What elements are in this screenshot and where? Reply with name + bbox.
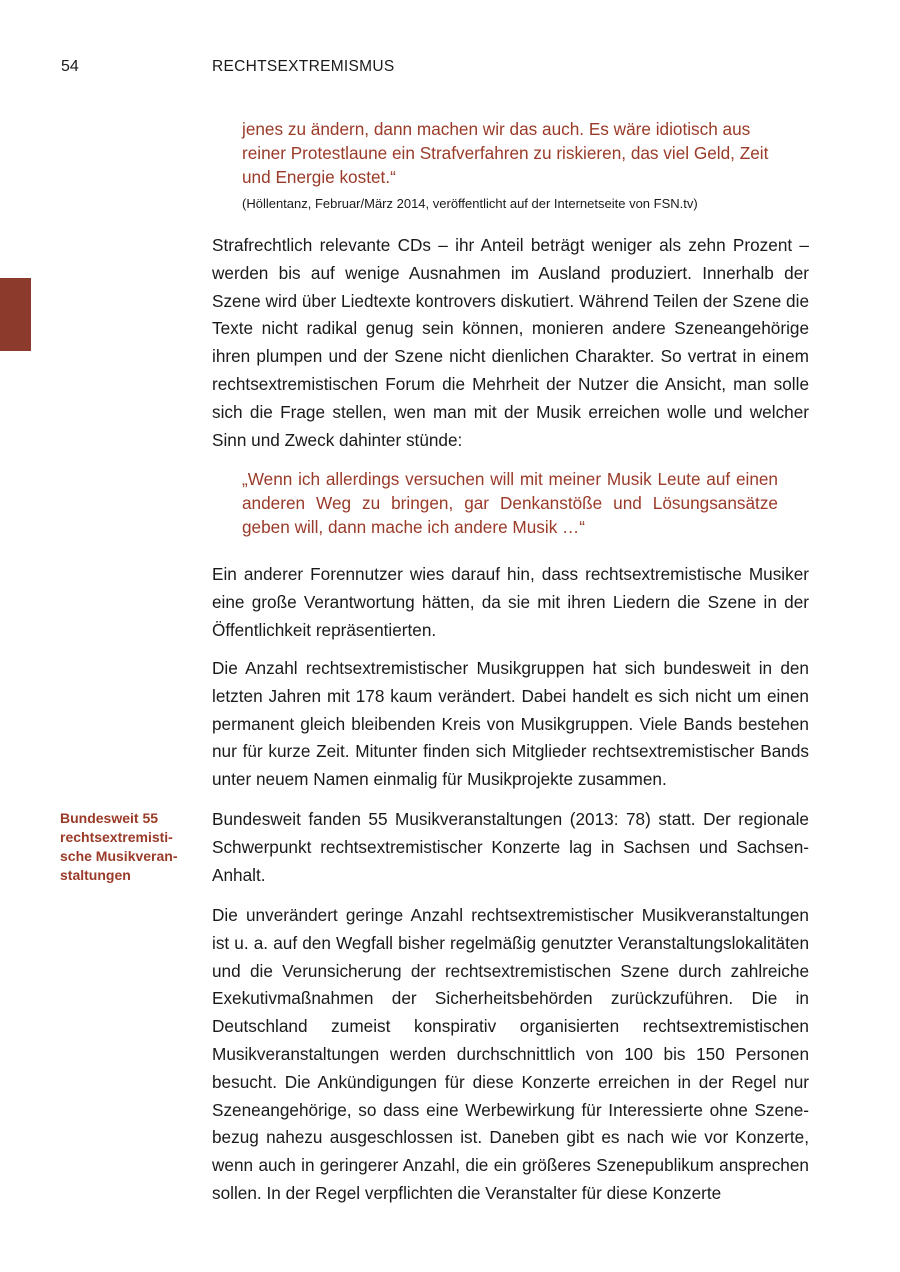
page-number: 54: [61, 58, 79, 75]
running-title: RECHTSEXTREMISMUS: [212, 58, 395, 75]
paragraph-events: Bundesweit fanden 55 Musikveranstaltungen (2013: 78) statt. Der regionale Schwerpunkt rechtsextremistischer Konzerte lag in Sachsen und Sachsen-Anhalt.: [212, 809, 809, 885]
paragraph-cds: Strafrechtlich relevante CDs – ihr Anteil beträgt weniger als zehn Prozent – werden bis auf wenige Ausnahmen im Ausland produziert. Innerhalb der Szene wird über Liedtexte kontrovers diskutiert. Während Teilen der Szene die Texte nicht radikal genug sein können, monieren andere Szeneangehörige ihren plumpen und der Szene nicht dienlichen Charakter. So vertrat in einem rechtsextremistischen Forum die Mehrheit der Nutzer die Ansicht, man solle sich die Frage stellen, wen man mit der Musik erreichen wolle und welcher Sinn und Zweck dahinter stünde:: [212, 235, 809, 450]
chapter-side-tab: [0, 278, 31, 351]
marginal-note: Bundesweit 55 rechtsextremistische Musikveranstaltungen: [60, 810, 178, 883]
quote-source: (Höllentanz, Februar/März 2014, veröffentlicht auf der Internetseite von FSN.tv): [242, 196, 698, 211]
paragraph-forum-user: Ein anderer Forennutzer wies darauf hin, dass rechtsextremistische Musiker eine große Verantwortung hätten, da sie mit ihren Liedern die Szene in der Öffentlichkeit repräsentierten.: [212, 564, 809, 640]
quote-middle: „Wenn ich allerdings versuchen will mit meiner Musik Leute auf einen anderen Weg zu bringen, gar Denkanstöße und Lösungsansätze geben will, dann mache ich andere Musik …“: [242, 469, 778, 537]
paragraph-event-decline: Die unverändert geringe Anzahl rechtsextremistischer Musikveranstaltungen ist u. a. auf den Wegfall bisher regelmäßig genutzter Veranstaltungslokalitäten und die Verunsicherung der rechtsextremistischen Szene durch zahlreiche Exekutivmaßnahmen der Sicherheitsbehörden zurückzuführen. Die in Deutschland zumeist konspirativ organisierten rechtsextremistischen Musikveranstaltungen werden durchschnittlich von 100 bis 150 Personen besucht. Die Ankündigungen für diese Konzerte erreichen in der Regel nur Szeneangehörige, so dass eine Werbewirkung für Interessierte ohne Szenebezug nahezu ausgeschlossen ist. Daneben gibt es nach wie vor Konzerte, wenn auch in geringerer Anzahl, die ein größeres Szenepublikum ansprechen sollen. In der Regel verpflichten die Veranstalter für diese Konzerte: [212, 905, 809, 1203]
quote-top: jenes zu ändern, dann machen wir das auch. Es wäre idiotisch aus reiner Protestlaune ein Strafverfahren zu riskieren, das viel Geld, Zeit und Energie kostet.“: [242, 119, 769, 187]
paragraph-music-groups: Die Anzahl rechtsextremistischer Musikgruppen hat sich bundesweit in den letzten Jahren mit 178 kaum verändert. Dabei handelt es sich nicht um einen permanent gleich bleibenden Kreis von Musikgruppen. Viele Bands bestehen nur für kurze Zeit. Mitunter finden sich Mitglieder rechtsextremistischer Bands unter neuem Namen einmalig für Musikprojekte zusammen.: [212, 658, 809, 790]
